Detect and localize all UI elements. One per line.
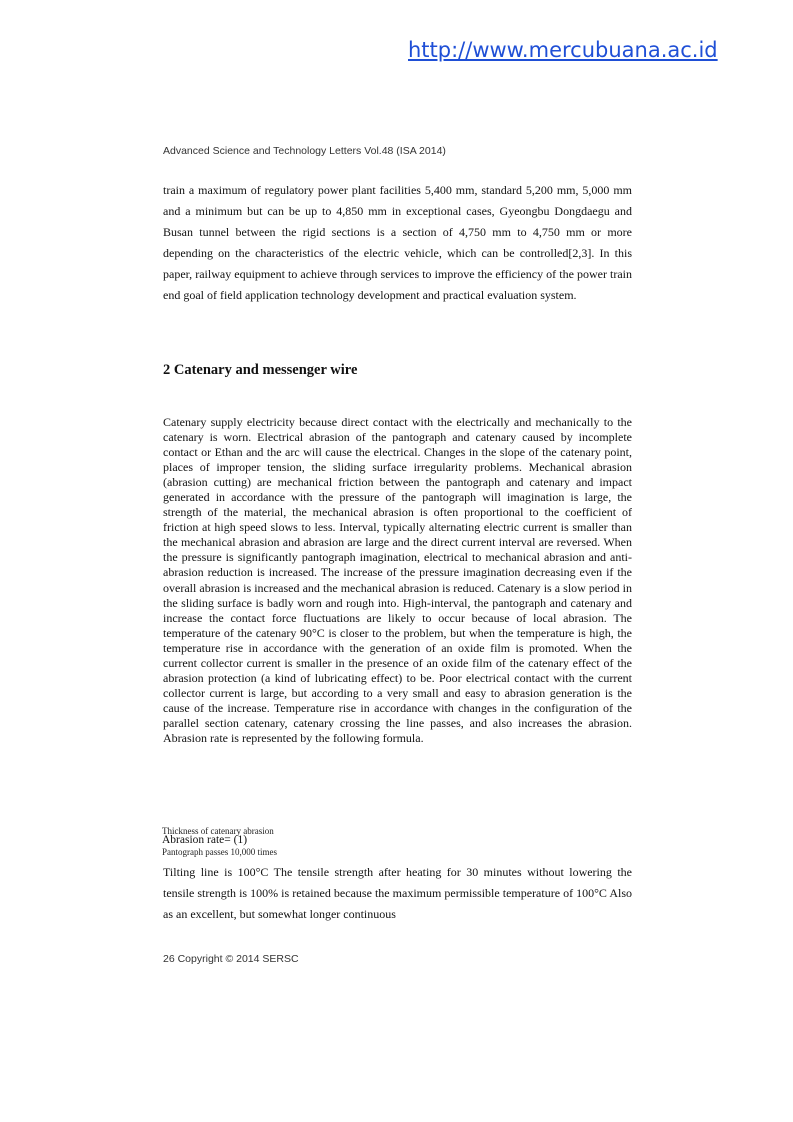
page-footer: 26 Copyright © 2014 SERSC [163,953,299,965]
running-header: Advanced Science and Technology Letters Vol.48 (ISA 2014) [163,145,446,157]
watermark-url-link[interactable]: http://www.mercubuana.ac.id [408,38,718,62]
formula-numerator: Thickness of catenary abrasion [162,826,274,836]
section-body-paragraph: Catenary supply electricity because direct contact with the electrically and mechanically to the catenary is worn. Electrical abrasion of the pantograph and catenary caused by incomplete contact or Ethan and the arc will cause the electrical. Changes in the slope of the catenary point, places of improper tension, the sliding surface irregularity problems. Mechanical abrasion (abrasion cutting) are mechanical friction between the pantograph and catenary and impact generated in accordance with the pressure of the pantograph will imagination is large, the strength of the material, the mechanical abrasion is often proportional to the coefficient of friction at high speed slows to less. Interval, typically alternating electric current is smaller than the mechanical abrasion and abrasion are large and the direct current interval are reversed. When the pressure is significantly pantograph imagination, electrical to mechanical abrasion and anti- abrasion reduction is increased. The increase of the pressure imagination decreasing even if the overall abrasion is increased and the mechanical abrasion is reduced. Catenary is a slow period in the sliding surface is badly worn and rough into. High-interval, the pantograph and catenary and increase the contact force fluctuations are likely to occur because of local abrasion. The temperature of the catenary 90°C is closer to the problem, but when the temperature is high, the temperature rise in accordance with the generation of an oxide film is promoted. When the current collector current is smaller in the presence of an oxide film of the catenary effect of the abrasion protection (a kind of lubricating effect) to be. Poor electrical contact with the current collector current is large, but according to a very small and easy to abrasion generation is the cause of the increase. Temperature rise in accordance with changes in the configuration of the parallel section catenary, catenary crossing the line passes, and also increases the abrasion. Abrasion rate is represented by the following formula. [163,415,632,745]
formula-main: Abrasion rate= (1) [162,834,248,846]
intro-paragraph: train a maximum of regulatory power plant facilities 5,400 mm, standard 5,200 mm, 5,000 mm and a minimum but can be up to 4,850 mm in exceptional cases, Gyeongbu Dongdaegu and Busan tunnel between the rigid sections is a section of 4,750 mm to 4,750 mm or more depending on the characteristics of the electric vehicle, which can be controlled[2,3]. In this paper, railway equipment to achieve through services to improve the efficiency of the power train end goal of field application technology development and practical evaluation system. [163,183,632,303]
formula-denominator: Pantograph passes 10,000 times [162,847,277,857]
section-heading: 2 Catenary and messenger wire [163,362,358,378]
after-formula-paragraph: Tilting line is 100°C The tensile strength after heating for 30 minutes without lowering the tensile strength is 100% is retained because the maximum permissible temperature of 100°C Also as an excellent, but somewhat longer continuous [163,865,632,921]
